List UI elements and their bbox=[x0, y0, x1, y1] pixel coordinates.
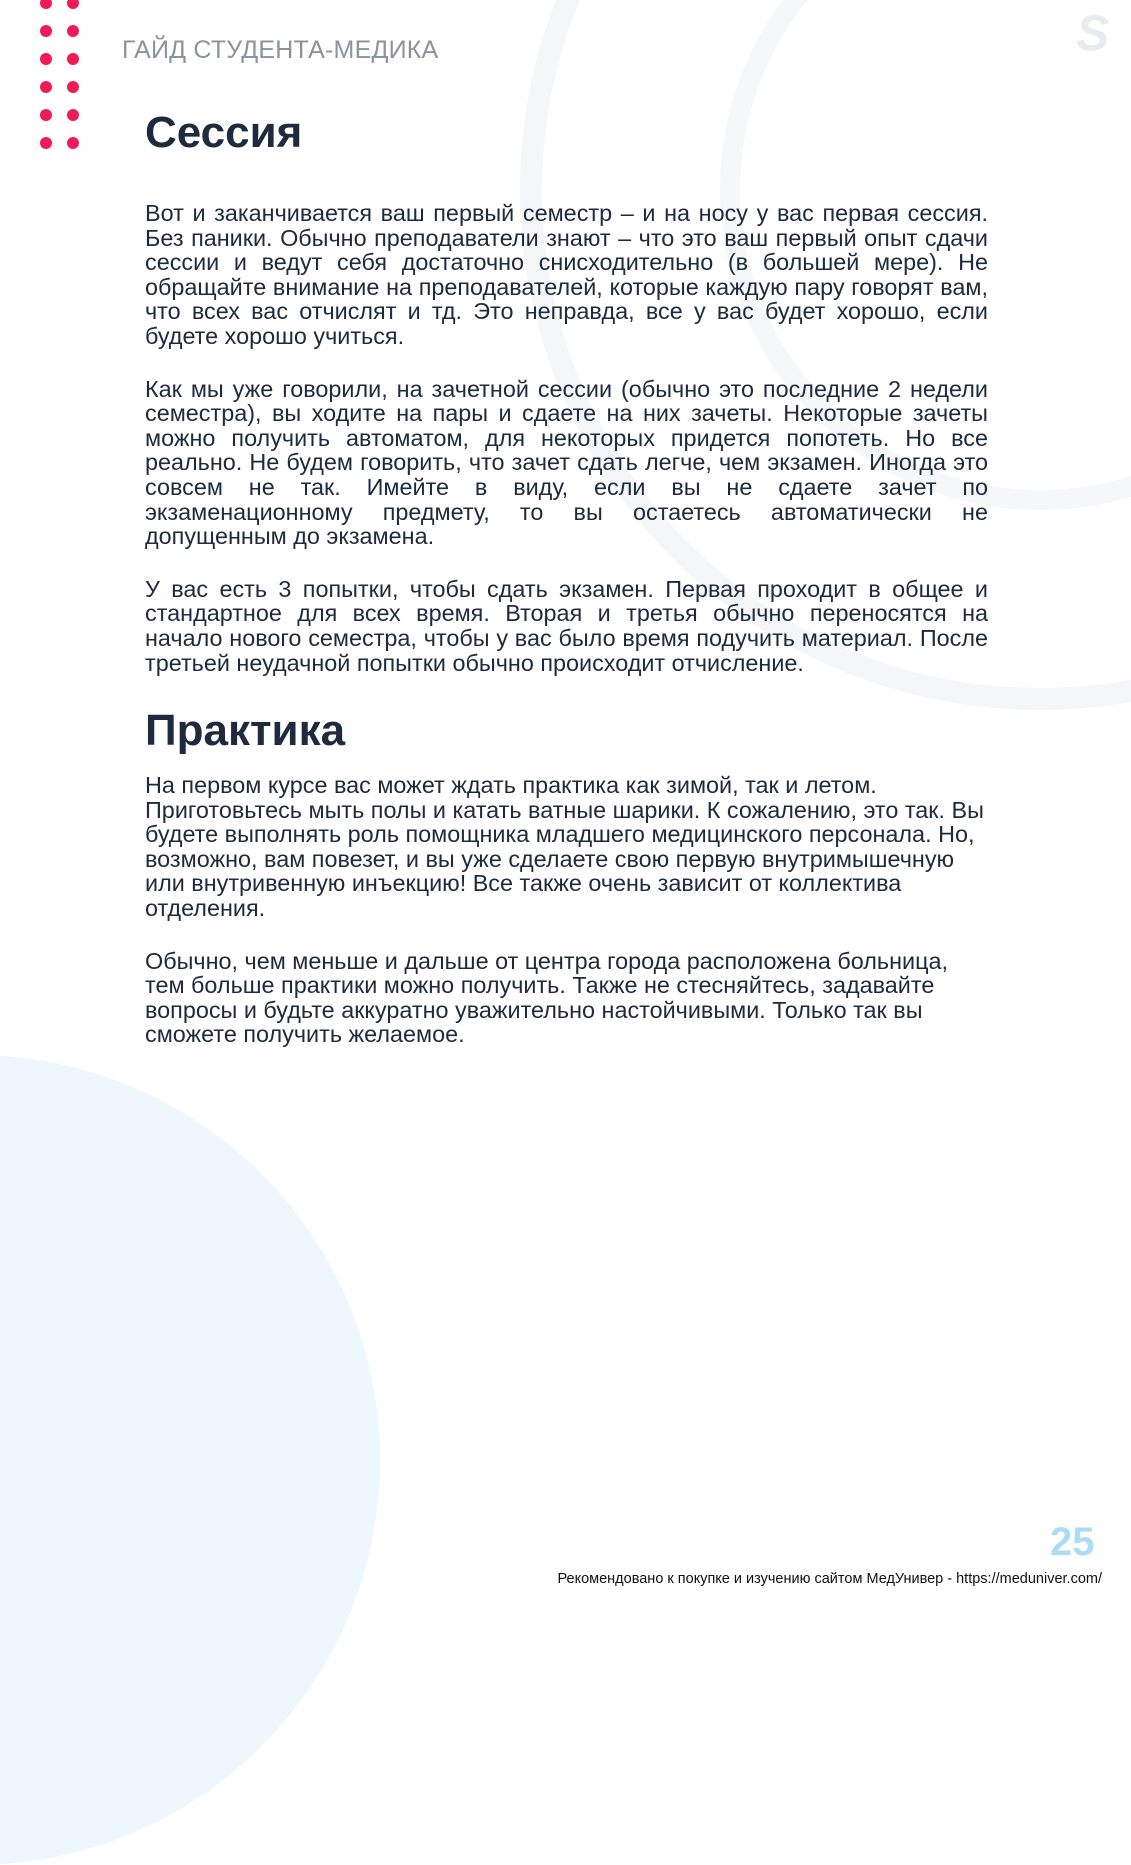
dot bbox=[67, 137, 79, 149]
brand-logo: S bbox=[1076, 5, 1110, 61]
running-header: ГАЙД СТУДЕНТА-МЕДИКА bbox=[122, 36, 439, 64]
dot bbox=[40, 0, 52, 9]
dot bbox=[40, 81, 52, 93]
background-circle bbox=[0, 1055, 380, 1865]
paragraph: На первом курсе вас может ждать практика как зимой, так и летом. Приготовьтесь мыть полы и катать ватные шарики. К сожалению, это так. Вы будете выполнять роль помощника младшего медицинского персонала. Но, возможно, вам повезет, и вы уже сделаете свою первую внутримышечную или внутривенную инъекцию! Все также очень зависит от коллектива отделения. bbox=[145, 772, 984, 922]
dot bbox=[40, 53, 52, 65]
page-number: 25 bbox=[1050, 1520, 1095, 1564]
footer-note: Рекомендовано к покупке и изучению сайтом МедУнивер - https://meduniver.com/ bbox=[557, 1571, 1102, 1587]
section-heading-session: Сессия bbox=[145, 108, 303, 157]
dot bbox=[67, 25, 79, 37]
page-content bbox=[145, 105, 988, 1075]
section-heading-practice: Практика bbox=[145, 706, 346, 756]
paragraph: Обычно, чем меньше и дальше от центра города расположена больница, тем больше практики можно получить. Также не стесняйтесь, задавайте вопросы и будьте аккуратно уважительно настойчивыми. Только так вы сможете получить желаемое. bbox=[145, 947, 948, 1048]
dot bbox=[67, 109, 79, 121]
dot bbox=[67, 0, 79, 9]
paragraph: Как мы уже говорили, на зачетной сессии (обычно это последние 2 недели семестра), вы ходите на пары и сдаете на них зачеты. Некоторые зачеты можно получить автоматом, для некоторых придется попотеть. Но все реально. Не будем говорить, что зачет сдать легче, чем экзамен. Иногда это совсем не так. Имейте в виду, если вы не сдаете зачет по экзаменационному предмету, то вы остаетесь автоматически не допущенным до экзамена. bbox=[145, 375, 988, 550]
dot bbox=[40, 137, 52, 149]
dot bbox=[67, 53, 79, 65]
dot bbox=[40, 25, 52, 37]
dot bbox=[40, 109, 52, 121]
paragraph: Вот и заканчивается ваш первый семестр – и на носу у вас первая сессия. Без паники. Обычно преподаватели знают – что это ваш первый опыт сдачи сессии и ведут себя достаточно снисходительно (в большей мере). Не обращайте внимание на преподавателей, которые каждую пару говорят вам, что всех вас отчислят и тд. Это неправда, все у вас будет хорошо, если будете хорошо учиться. bbox=[145, 200, 988, 349]
decorative-dots bbox=[40, 0, 90, 160]
dot bbox=[67, 81, 79, 93]
paragraph: У вас есть 3 попытки, чтобы сдать экзамен. Первая проходит в общее и стандартное для всех время. Вторая и третья обычно переносятся на начало нового семестра, чтобы у вас было время подучить материал. После третьей неудачной попытки обычно происходит отчисление. bbox=[145, 575, 988, 676]
